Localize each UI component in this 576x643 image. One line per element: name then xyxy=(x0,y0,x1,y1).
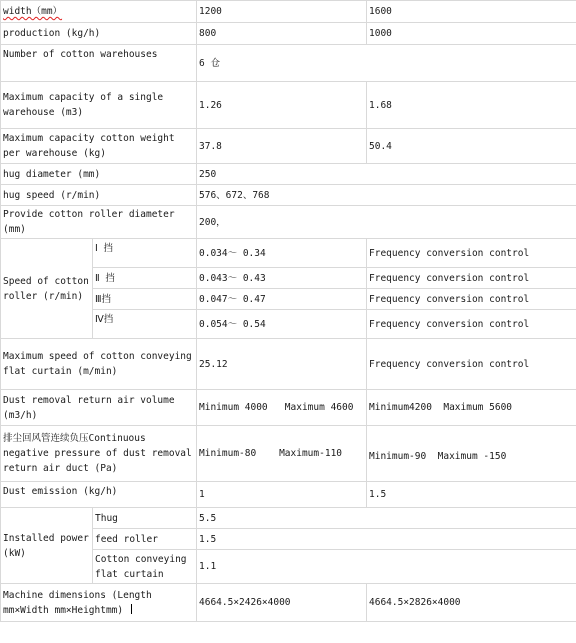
power-item-value: 5.5 xyxy=(197,508,576,529)
power-item-name: Cotton conveying flat curtain xyxy=(93,550,197,584)
label-roller-speed: Speed of cotton roller (r/min) xyxy=(1,239,93,339)
value-cell-1: Minimum-80 Maximum-110 xyxy=(197,426,367,482)
power-item-value: 1.1 xyxy=(197,550,576,584)
power-item-name: feed roller xyxy=(93,529,197,550)
label-roller-diameter: Provide cotton roller diameter (mm) xyxy=(1,206,197,239)
value-cell-2: 50.4 xyxy=(367,129,576,164)
row-curtain-speed xyxy=(1,339,576,390)
gear-label: Ⅱ 挡 xyxy=(93,268,197,289)
gear-note: Frequency conversion control xyxy=(367,268,576,289)
row-dust-emission xyxy=(1,482,576,508)
row-warehouses xyxy=(1,45,576,82)
row-roller-speed xyxy=(1,239,576,268)
value-cell-2: 1000 xyxy=(367,23,576,45)
value-cell: 576、672、768 xyxy=(197,185,576,206)
label-installed-power: Installed power (kW) xyxy=(1,508,93,584)
gear-label: Ⅳ挡 xyxy=(93,310,197,339)
row-dust-air xyxy=(1,390,576,426)
gear-note: Frequency conversion control xyxy=(367,289,576,310)
row-hug-speed xyxy=(1,185,576,206)
value-cell-1: Minimum 4000 Maximum 4600 xyxy=(197,390,367,426)
label-width: width（mm） xyxy=(3,6,63,17)
label-dimensions xyxy=(1,584,197,622)
label-hug-diameter: hug diameter (mm) xyxy=(1,164,197,185)
text-cursor-icon xyxy=(131,604,132,614)
gear-label: Ⅰ 挡 xyxy=(93,239,197,268)
value-cell-2: Minimum-90 Maximum -150 xyxy=(367,426,576,482)
label-dust-pressure xyxy=(1,426,197,482)
gear-label: Ⅲ挡 xyxy=(93,289,197,310)
gear-note: Frequency conversion control xyxy=(367,310,576,339)
row-production xyxy=(1,23,576,45)
gear-range: 0.034～ 0.34 xyxy=(197,239,367,268)
label-production: production (kg/h) xyxy=(1,23,197,45)
gear-range: 0.054～ 0.54 xyxy=(197,310,367,339)
row-capacity-single xyxy=(1,82,576,129)
label-dust-pressure-en: Continuous negative pressure of dust removal return air duct (Pa) xyxy=(3,433,192,474)
gear-note: Frequency conversion control xyxy=(367,239,576,268)
row-width xyxy=(1,1,576,23)
value-cell-2: 4664.5×2826×4000 xyxy=(367,584,576,622)
label-dust-pressure-cn: 排尘回风管连续负压 xyxy=(3,433,89,444)
value-cell-2: Minimum4200 Maximum 5600 xyxy=(367,390,576,426)
row-roller-diameter xyxy=(1,206,576,239)
power-item-name: Thug xyxy=(93,508,197,529)
gear-range: 0.047～ 0.47 xyxy=(197,289,367,310)
row-hug-diameter xyxy=(1,164,576,185)
value-cell-1: 1 xyxy=(197,482,367,508)
label-capacity-weight: Maximum capacity cotton weight per warehouse (kg) xyxy=(1,129,197,164)
value-cell-1: 1200 xyxy=(197,1,367,23)
label-warehouses: Number of cotton warehouses xyxy=(1,45,197,82)
label-dust-air: Dust removal return air volume (m3/h) xyxy=(1,390,197,426)
label-dimensions-text: Machine dimensions (Length mm×Width mm×Heightmm) xyxy=(3,589,152,616)
gear-range: 0.043～ 0.43 xyxy=(197,268,367,289)
label-curtain-speed: Maximum speed of cotton conveying flat curtain (m/min) xyxy=(1,339,197,390)
row-dust-pressure xyxy=(1,426,576,482)
value-cell-1: 800 xyxy=(197,23,367,45)
value-cell-2: 1.68 xyxy=(367,82,576,129)
value-cell-2: Frequency conversion control xyxy=(367,339,576,390)
label-dust-emission: Dust emission (kg/h) xyxy=(1,482,197,508)
label-hug-speed: hug speed (r/min) xyxy=(1,185,197,206)
value-cell-1: 37.8 xyxy=(197,129,367,164)
value-cell-1: 1.26 xyxy=(197,82,367,129)
value-cell-2: 1.5 xyxy=(367,482,576,508)
value-cell-1: 4664.5×2426×4000 xyxy=(197,584,367,622)
value-cell: 6 仓 xyxy=(197,45,576,82)
label-cell xyxy=(1,1,197,23)
value-cell: 200， xyxy=(197,206,576,239)
value-cell-2: 1600 xyxy=(367,1,576,23)
row-dimensions xyxy=(1,584,576,622)
row-installed-power xyxy=(1,508,576,529)
power-item-value: 1.5 xyxy=(197,529,576,550)
value-cell: 250 xyxy=(197,164,576,185)
value-cell-1: 25.12 xyxy=(197,339,367,390)
label-capacity-single: Maximum capacity of a single warehouse (m3) xyxy=(1,82,197,129)
row-capacity-weight xyxy=(1,129,576,164)
